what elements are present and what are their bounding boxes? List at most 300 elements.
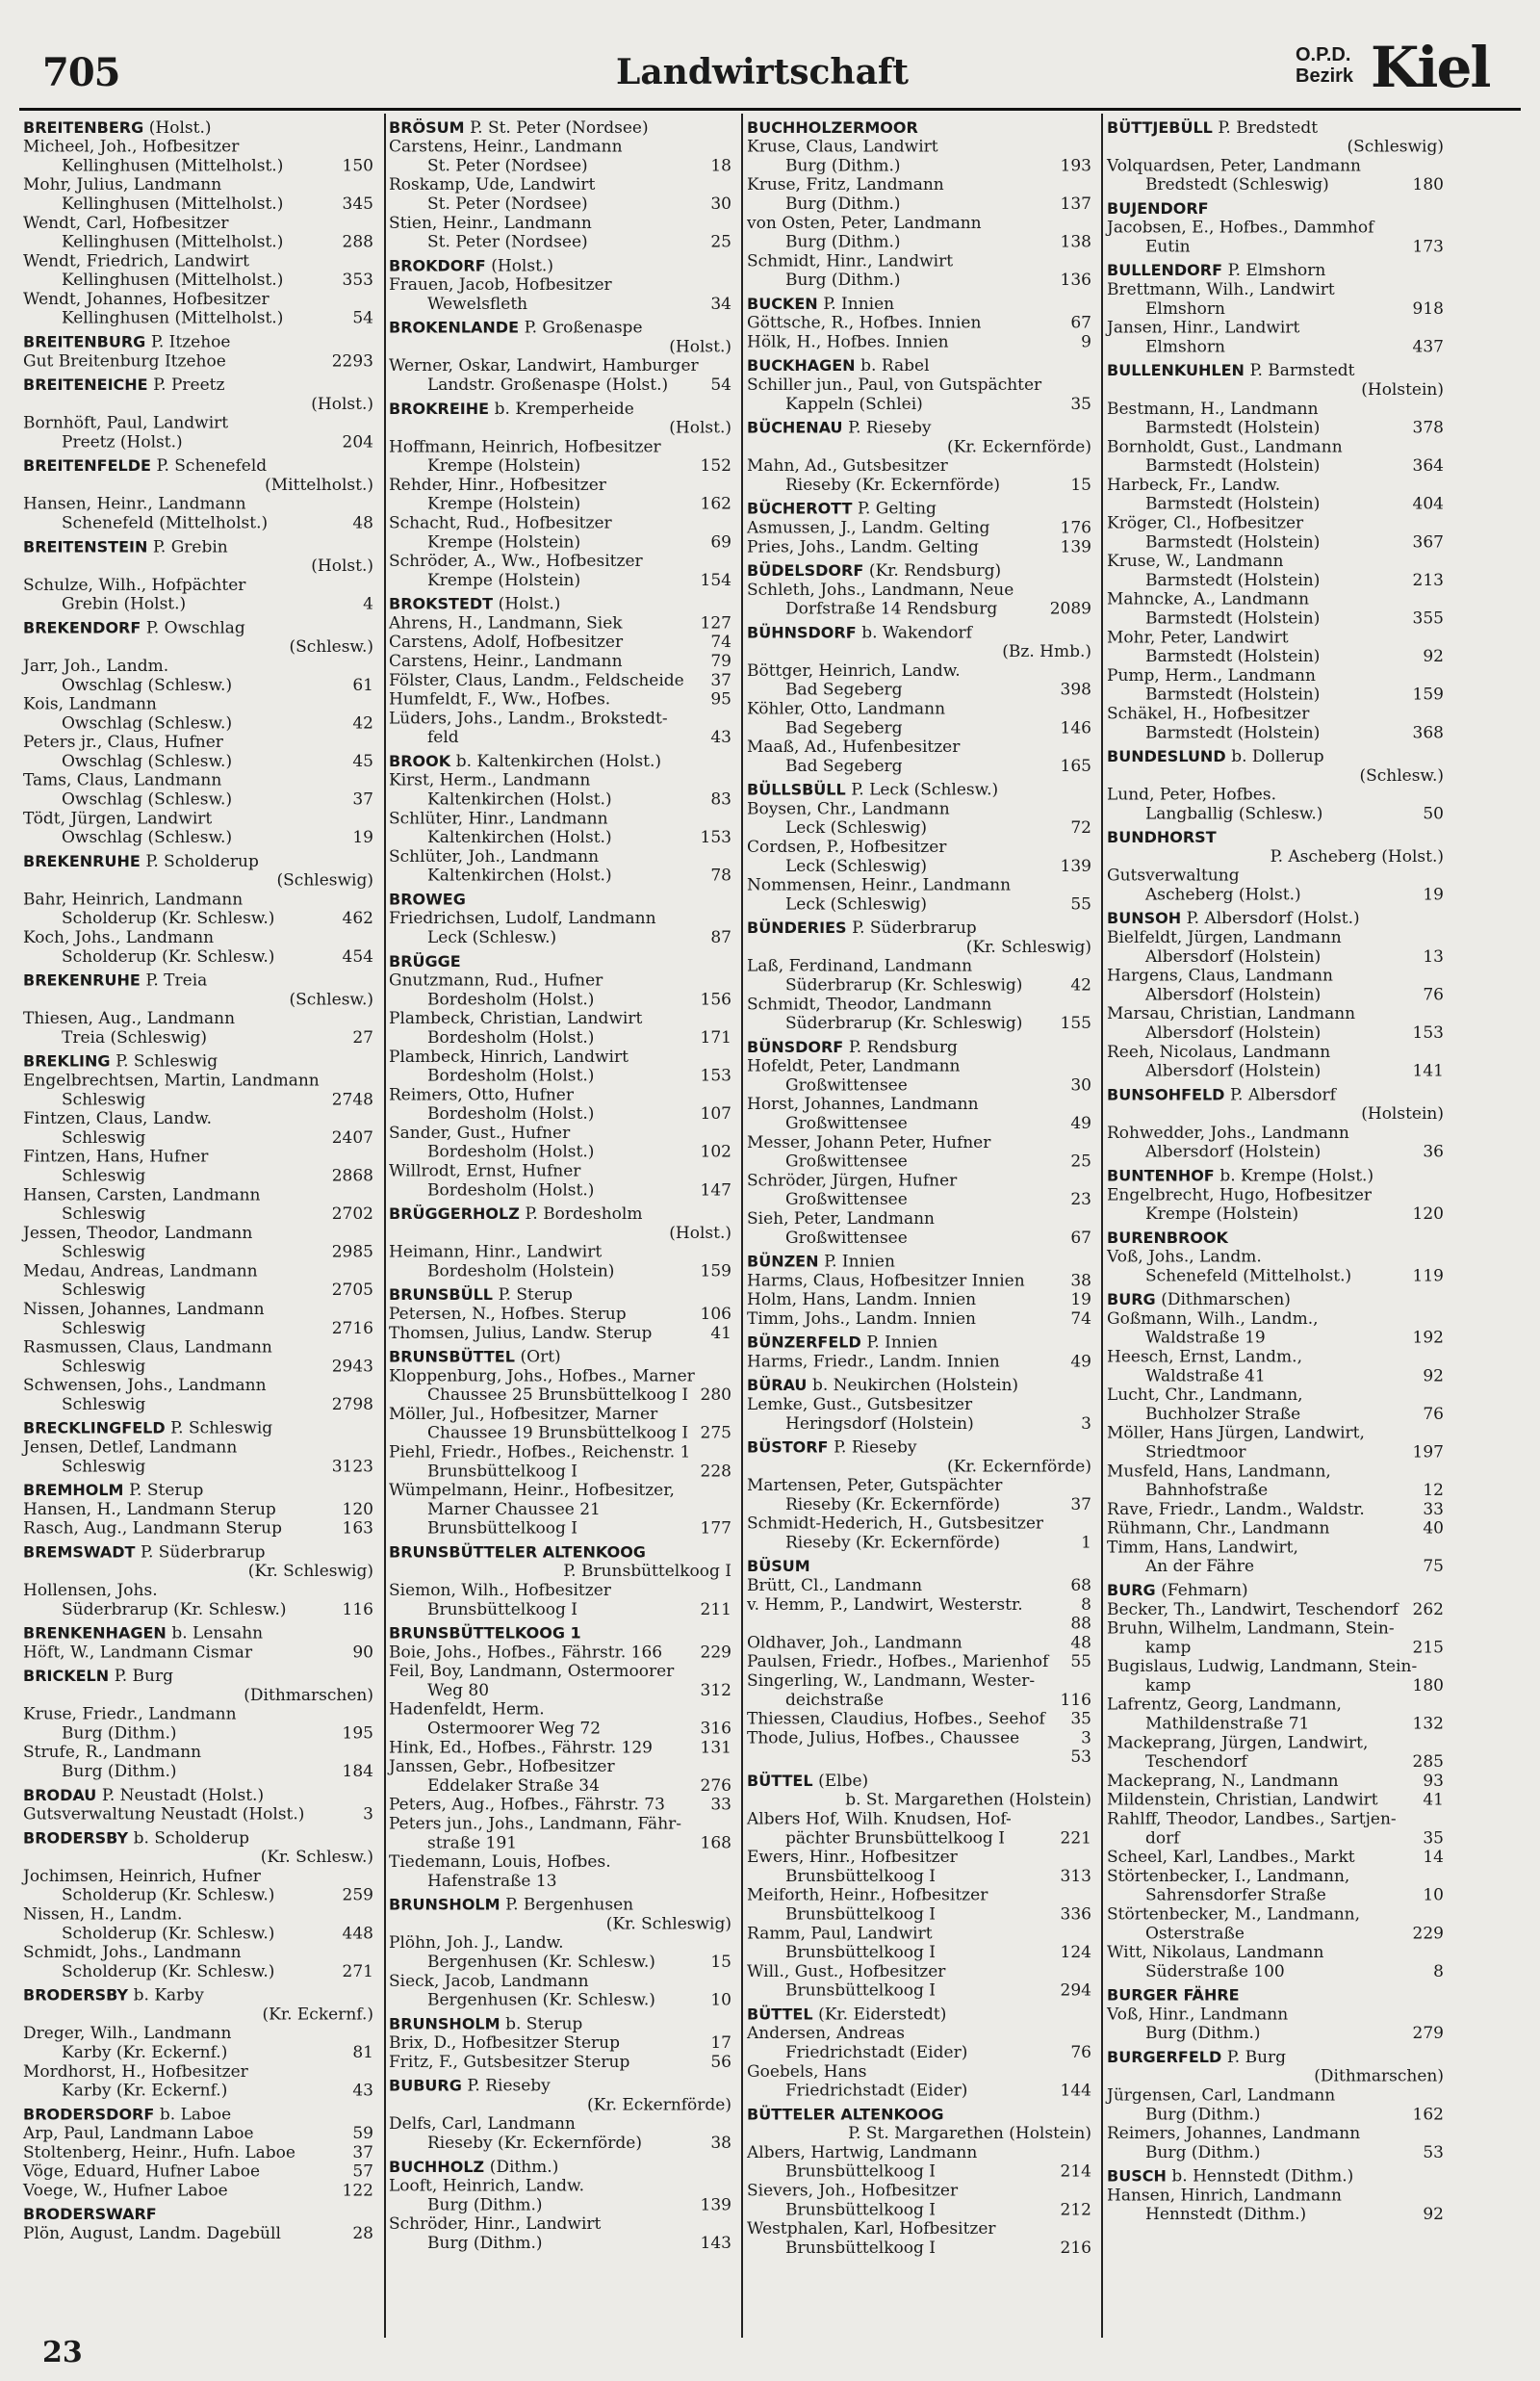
directory-entry xyxy=(23,1581,379,1619)
phone-number: 48 xyxy=(1070,1633,1091,1653)
entry-name: Peters jun., Johs., Landmann, Fähr- xyxy=(389,1814,682,1834)
entry-location: Scholderup (Kr. Schlesw.) xyxy=(62,909,275,929)
entry-name: Andersen, Andreas xyxy=(747,2024,905,2044)
entry-name: Werner, Oskar, Landwirt, Hamburger xyxy=(389,356,699,376)
entry-location: Burg (Dithm.) xyxy=(427,2195,543,2215)
directory-entry xyxy=(389,2214,737,2253)
phone-number: 143 xyxy=(700,2234,732,2253)
phone-number: 37 xyxy=(352,2143,373,2162)
phone-number: 136 xyxy=(1060,271,1091,291)
place-heading xyxy=(389,1203,737,1243)
place-heading xyxy=(1107,1580,1450,1600)
phone-number: 159 xyxy=(700,1261,732,1281)
entry-name: Störtenbecker, I., Landmann, xyxy=(1107,1867,1350,1886)
phone-number: 33 xyxy=(1423,1500,1444,1519)
place-heading xyxy=(389,2013,737,2033)
phone-number: 92 xyxy=(1423,2205,1444,2225)
post-office: (Dithm.) xyxy=(489,2157,559,2177)
entry-location: Dorfstraße 14 Rendsburg xyxy=(785,599,998,619)
post-office: (Fehmarn) xyxy=(1161,1581,1248,1600)
phone-number: 139 xyxy=(1060,537,1091,557)
place-name: BÜNZEN xyxy=(747,1252,819,1271)
place-heading xyxy=(747,294,1097,314)
directory-entry xyxy=(1107,705,1450,743)
phone-number: 192 xyxy=(1412,1328,1444,1348)
place-name: BÜNZERFELD xyxy=(747,1333,861,1352)
directory-entry xyxy=(23,1376,379,1414)
entry-name: Lund, Peter, Hofbes. xyxy=(1107,785,1276,805)
directory-entry xyxy=(389,971,737,1010)
post-office: P. Schenefeld xyxy=(156,456,268,477)
post-office: (Holst.) xyxy=(148,117,212,138)
phone-number: 38 xyxy=(710,2134,732,2153)
page-title: Landwirtschaft xyxy=(616,52,910,92)
phone-number: 75 xyxy=(1423,1557,1444,1577)
post-office-region: (Kr. Schleswig) xyxy=(965,938,1091,957)
entry-name: Messer, Johann Peter, Hufner xyxy=(747,1132,991,1152)
entry-location: Bordesholm (Holst.) xyxy=(427,1180,595,1201)
entry-location: Weg 80 xyxy=(427,1681,490,1700)
directory-entry xyxy=(747,1710,1097,1729)
entry-name: Humfeldt, F., Ww., Hofbes. xyxy=(389,689,611,710)
phone-number: 90 xyxy=(352,1643,373,1663)
entry-name: Kruse, Fritz, Landmann xyxy=(747,175,944,195)
directory-entry xyxy=(747,1652,1097,1671)
phone-number: 2748 xyxy=(331,1090,373,1110)
phone-number: 19 xyxy=(1070,1290,1091,1310)
phone-number: 2705 xyxy=(331,1281,373,1301)
phone-number: 35 xyxy=(1070,1709,1091,1729)
directory-entry xyxy=(747,375,1097,414)
place-name: BRUNSBÜTTEL xyxy=(389,1347,515,1366)
entry-name: Singerling, W., Landmann, Wester- xyxy=(747,1671,1036,1691)
phone-number: 279 xyxy=(1412,2024,1444,2044)
directory-entry xyxy=(389,1933,737,1972)
entry-name: Schacht, Rud., Hofbesitzer xyxy=(389,513,612,533)
directory-entry xyxy=(23,1805,379,1825)
post-office: P. Rieseby xyxy=(848,418,932,438)
phone-number: 177 xyxy=(700,1518,732,1539)
post-office: P. Rieseby xyxy=(467,2076,551,2096)
entry-name: Böttger, Heinrich, Landw. xyxy=(747,661,961,681)
place-heading xyxy=(23,455,379,495)
phone-number: 83 xyxy=(710,789,732,810)
directory-entry xyxy=(23,138,379,176)
place-name: BURENBROOK xyxy=(1107,1228,1228,1247)
place-name: BRUNSBÜTTELER ALTENKOOG xyxy=(389,1542,646,1562)
entry-name: Fintzen, Claus, Landw. xyxy=(23,1109,213,1129)
entry-location: Wewelsfleth xyxy=(427,295,528,314)
entry-location: Owschlag (Schlesw.) xyxy=(62,828,233,848)
place-name: BUJENDORF xyxy=(1107,199,1209,218)
phone-number: 74 xyxy=(710,633,732,653)
directory-entry xyxy=(747,1729,1097,1748)
place-name: BRODERSWARF xyxy=(23,2205,157,2224)
place-name: BÜTTEL xyxy=(747,2005,813,2024)
post-office: P. Innien xyxy=(824,1252,895,1272)
phone-number: 275 xyxy=(700,1423,732,1443)
directory-entry xyxy=(23,576,379,614)
directory-entry xyxy=(23,1338,379,1377)
place-name: BREITENBURG xyxy=(23,332,146,351)
entry-location: Bordesholm (Holst.) xyxy=(427,1028,595,1048)
place-name: BÜHNSDORF xyxy=(747,623,857,642)
phone-number: 367 xyxy=(1412,532,1444,553)
entry-name: Schlüter, Joh., Landmann xyxy=(389,847,600,867)
post-office-region: (Schlesw.) xyxy=(289,990,373,1010)
entry-name: Plöhn, Joh. J., Landw. xyxy=(389,1933,564,1954)
place-name: BRODERSDORF xyxy=(23,2105,155,2124)
entry-name: Hansen, Carsten, Landmann xyxy=(23,1185,261,1205)
phone-number: 285 xyxy=(1412,1752,1444,1773)
place-heading xyxy=(1107,260,1450,280)
phone-number: 37 xyxy=(1070,1495,1091,1514)
entry-location: Barmstedt (Holstein) xyxy=(1145,418,1321,438)
phone-number: 92 xyxy=(1423,1366,1444,1386)
directory-entry xyxy=(747,838,1097,876)
post-office: b. Sterup xyxy=(505,2014,583,2034)
place-heading xyxy=(23,375,379,414)
directory-entry xyxy=(747,1576,1097,1595)
directory-entry xyxy=(1107,1810,1450,1849)
directory-entry xyxy=(1107,1848,1450,1867)
post-office-region: (Schleswig) xyxy=(276,870,373,891)
directory-entry xyxy=(23,2024,379,2062)
directory-entry xyxy=(747,1133,1097,1172)
directory-entry xyxy=(1107,1791,1450,1810)
place-name: BÜTTELER ALTENKOOG xyxy=(747,2105,944,2124)
place-name: BREITENEICHE xyxy=(23,375,148,394)
phone-number: 119 xyxy=(1412,1266,1444,1286)
post-office: P. Rieseby xyxy=(834,1437,917,1458)
entry-location: Scholderup (Kr. Schlesw.) xyxy=(62,1962,275,1981)
post-office: P. Innien xyxy=(823,295,895,314)
entry-name: Peters, Aug., Hofbes., Fährstr. 73 xyxy=(389,1795,665,1815)
entry-name: Vöge, Eduard, Hufner Laboe xyxy=(23,2161,261,2182)
phone-number: 59 xyxy=(352,2124,373,2144)
directory-entry xyxy=(23,771,379,810)
entry-name: Brütt, Cl., Landmann xyxy=(747,1576,923,1595)
entry-location: Schleswig xyxy=(62,1090,146,1110)
post-office-region: (Bz. Hmb.) xyxy=(1002,642,1091,662)
place-name: BUNSOH xyxy=(1107,909,1182,928)
phone-number: 25 xyxy=(1070,1152,1091,1172)
directory-entry xyxy=(1107,1619,1450,1658)
directory-entry xyxy=(747,2143,1097,2182)
place-heading xyxy=(23,971,379,1010)
directory-entry xyxy=(747,1962,1097,2001)
phone-number: 195 xyxy=(342,1723,373,1744)
phone-number: 152 xyxy=(700,456,732,477)
directory-entry xyxy=(747,1057,1097,1096)
entry-location: Barmstedt (Holstein) xyxy=(1145,456,1321,477)
place-name: BRUNSHOLM xyxy=(389,2014,500,2033)
phone-number: 163 xyxy=(342,1518,373,1539)
entry-location: Scholderup (Kr. Schlesw.) xyxy=(62,946,275,967)
entry-location: Süderstraße 100 xyxy=(1145,1962,1285,1981)
phone-number: 2407 xyxy=(331,1128,373,1148)
header-rule xyxy=(19,108,1521,111)
phone-number: 316 xyxy=(700,1719,732,1739)
post-office-region: (Holst.) xyxy=(669,1224,732,1243)
place-heading xyxy=(747,622,1097,661)
place-heading xyxy=(1107,2166,1450,2187)
entry-name: Schleth, Johs., Landmann, Neue xyxy=(747,580,1014,600)
place-name: BRÜGGERHOLZ xyxy=(389,1204,520,1224)
entry-location: Kellinghusen (Mittelholst.) xyxy=(62,232,284,252)
post-office: b. Krempe (Holst.) xyxy=(1219,1166,1374,1186)
entry-location: Schenefeld (Mittelholst.) xyxy=(62,513,269,533)
opd-label: O.P.D. xyxy=(1296,44,1351,65)
directory-entry xyxy=(747,700,1097,738)
entry-name: Micheel, Joh., Hofbesitzer xyxy=(23,137,240,157)
entry-name: Bielfeldt, Jürgen, Landmann xyxy=(1107,928,1342,947)
post-office-region: (Kr. Eckernförde) xyxy=(587,2095,732,2115)
post-office: b. Hennstedt (Dithm.) xyxy=(1171,2166,1354,2187)
phone-number: 216 xyxy=(1060,2239,1091,2258)
entry-location: Krempe (Holstein) xyxy=(427,571,581,590)
entry-name: Möller, Jul., Hofbesitzer, Marner xyxy=(389,1405,658,1424)
post-office-region: (Holstein) xyxy=(1361,380,1444,400)
place-heading xyxy=(23,1051,379,1072)
entry-name: Jochimsen, Heinrich, Hufner xyxy=(23,1867,261,1886)
entry-name: Wendt, Friedrich, Landwirt xyxy=(23,251,249,272)
phone-number: 153 xyxy=(700,828,732,848)
directory-entry xyxy=(389,1852,737,1891)
entry-location: Waldstraße 41 xyxy=(1145,1366,1266,1386)
entry-location: Leck (Schleswig) xyxy=(785,894,928,915)
entry-name: Witt, Nikolaus, Landmann xyxy=(1107,1943,1324,1963)
entry-name: Mohr, Peter, Landwirt xyxy=(1107,628,1289,648)
phone-number: 9 xyxy=(1081,332,1091,352)
entry-location: Brunsbüttelkoog I xyxy=(785,2200,937,2220)
entry-name: Hoffmann, Heinrich, Hofbesitzer xyxy=(389,437,661,457)
entry-location: St. Peter (Nordsee) xyxy=(427,156,588,176)
directory-entry xyxy=(23,695,379,734)
directory-entry xyxy=(1107,1772,1450,1791)
directory-entry xyxy=(747,252,1097,291)
directory-entry xyxy=(1107,967,1450,1005)
entry-location: Striedtmoor xyxy=(1145,1442,1246,1462)
phone-number: 120 xyxy=(1412,1204,1444,1225)
directory-entry xyxy=(389,614,737,634)
entry-location: pächter Brunsbüttelkoog I xyxy=(785,1828,1005,1849)
place-heading xyxy=(389,1542,737,1582)
entry-name: Lüders, Johs., Landm., Brokstedt- xyxy=(389,709,668,729)
entry-name: Rehder, Hinr., Hofbesitzer xyxy=(389,476,606,495)
entry-name: Tiedemann, Louis, Hofbes. xyxy=(389,1852,611,1872)
directory-entry xyxy=(747,800,1097,839)
place-heading xyxy=(23,117,379,138)
post-office: P. Owschlag xyxy=(145,618,245,638)
place-name: BÜCHENAU xyxy=(747,418,843,437)
directory-entry xyxy=(1107,1424,1450,1462)
directory-entry xyxy=(23,1705,379,1744)
bezirk-label: Bezirk xyxy=(1296,65,1354,87)
directory-entry xyxy=(1107,1004,1450,1043)
post-office: P. Preetz xyxy=(153,375,225,395)
entry-name: Schiller jun., Paul, von Gutspächter xyxy=(747,375,1042,395)
entry-name: Laß, Ferdinand, Landmann xyxy=(747,956,973,976)
place-name: BREITENSTEIN xyxy=(23,537,148,556)
entry-location: Heringsdorf (Holstein) xyxy=(785,1413,974,1434)
entry-name: Reimers, Otto, Hufner xyxy=(389,1085,574,1105)
directory-entry xyxy=(389,2033,737,2053)
place-heading xyxy=(23,2104,379,2124)
entry-location: Albersdorf (Holstein) xyxy=(1145,1061,1322,1081)
directory-entry xyxy=(1107,1733,1450,1772)
place-name: BURGERFELD xyxy=(1107,2048,1222,2066)
district-city: Kiel xyxy=(1371,35,1490,100)
phone-number: 68 xyxy=(1070,1576,1091,1595)
phone-number: 454 xyxy=(342,946,373,967)
phone-number: 12 xyxy=(1423,1481,1444,1501)
phone-number: 215 xyxy=(1412,1638,1444,1658)
entry-location: Leck (Schleswig) xyxy=(785,856,928,876)
phone-number: 88 xyxy=(1070,1614,1091,1634)
directory-entry xyxy=(747,1353,1097,1372)
directory-entry xyxy=(389,1662,737,1700)
phone-number: 124 xyxy=(1060,1943,1091,1963)
directory-entry xyxy=(747,1271,1097,1290)
directory-entry xyxy=(747,138,1097,176)
directory-entry xyxy=(23,2124,379,2143)
entry-location: Schleswig xyxy=(62,1128,146,1148)
phone-number: 3 xyxy=(363,1804,373,1825)
entry-name: Albers, Hartwig, Landmann xyxy=(747,2143,978,2162)
place-name: BULLENKUHLEN xyxy=(1107,361,1245,380)
phone-number: 78 xyxy=(710,866,732,886)
phone-number: 211 xyxy=(700,1599,732,1619)
directory-entry xyxy=(389,1243,737,1281)
directory-entry xyxy=(23,1867,379,1905)
entry-name: Bahr, Heinrich, Landmann xyxy=(23,890,244,910)
post-office: P. Süderbrarup xyxy=(140,1542,266,1563)
directory-entry xyxy=(1107,219,1450,257)
entry-name: Hofeldt, Peter, Landmann xyxy=(747,1056,961,1076)
directory-entry xyxy=(23,1519,379,1539)
entry-name: Carstens, Heinr., Landmann xyxy=(389,652,623,671)
place-heading xyxy=(747,117,1097,138)
directory-entry xyxy=(389,671,737,690)
entry-location: Schleswig xyxy=(62,1357,146,1377)
phone-number: 33 xyxy=(710,1795,732,1815)
directory-entry xyxy=(1107,1043,1450,1081)
directory-entry xyxy=(1107,867,1450,905)
post-office-region: (Dithmarschen) xyxy=(1314,2066,1444,2086)
directory-entry xyxy=(747,1848,1097,1886)
entry-location: Barmstedt (Holstein) xyxy=(1145,723,1321,743)
directory-entry xyxy=(389,1124,737,1162)
phone-number: 122 xyxy=(342,2181,373,2201)
entry-name: Oldhaver, Joh., Landmann xyxy=(747,1633,962,1653)
directory-entry xyxy=(747,1595,1097,1615)
phone-number: 137 xyxy=(1060,194,1091,214)
entry-location: Brunsbüttelkoog I xyxy=(785,2161,937,2182)
phone-number: 34 xyxy=(710,295,732,314)
entry-name: Strufe, R., Landmann xyxy=(23,1743,202,1763)
phone-number: 2985 xyxy=(331,1242,373,1262)
place-heading xyxy=(389,1347,737,1367)
entry-location: Krempe (Holstein) xyxy=(427,494,581,514)
directory-entry xyxy=(389,1009,737,1048)
phone-number: 3 xyxy=(1081,1728,1091,1748)
post-office: b. Scholderup xyxy=(133,1828,250,1849)
entry-name: Brettmann, Wilh., Landwirt xyxy=(1107,280,1335,299)
phone-number: 53 xyxy=(1423,2143,1444,2162)
entry-location: Leck (Schlesw.) xyxy=(427,928,557,947)
phone-number: 120 xyxy=(342,1500,373,1519)
post-office-region: P. Brunsbüttelkoog I xyxy=(563,1562,732,1582)
place-name: BURGER FÄHRE xyxy=(1107,1985,1240,2005)
entry-location: Barmstedt (Holstein) xyxy=(1145,532,1321,553)
phone-number: 437 xyxy=(1412,337,1444,357)
phone-number: 55 xyxy=(1070,894,1091,915)
place-heading xyxy=(747,1771,1097,1810)
entry-name: Plön, August, Landm. Dagebüll xyxy=(23,2224,281,2243)
directory-entry xyxy=(23,1905,379,1944)
post-office: P. Großenaspe xyxy=(524,318,643,338)
phone-number: 28 xyxy=(352,2224,373,2243)
entry-location: deichstraße xyxy=(785,1690,885,1710)
entry-name: Friedrichsen, Ludolf, Landmann xyxy=(389,909,656,929)
directory-entry xyxy=(747,957,1097,996)
entry-name: Thiesen, Aug., Landmann xyxy=(23,1009,236,1029)
directory-entry xyxy=(747,1309,1097,1329)
post-office: P. Bergenhusen xyxy=(505,1895,634,1915)
post-office: b. Kremperheide xyxy=(494,399,634,419)
place-heading xyxy=(747,1037,1097,1057)
entry-location: Bad Segeberg xyxy=(785,718,903,738)
entry-name: Schäkel, H., Hofbesitzer xyxy=(1107,704,1310,724)
entry-location: Burg (Dithm.) xyxy=(1145,2143,1261,2162)
place-heading xyxy=(23,1666,379,1705)
entry-name: Mahn, Ad., Gutsbesitzer xyxy=(747,456,948,477)
entry-name: Kruse, W., Landmann xyxy=(1107,552,1284,572)
place-name: BREKENRUHE xyxy=(23,852,141,870)
directory-entry xyxy=(1107,2187,1450,2225)
entry-location: Bad Segeberg xyxy=(785,680,903,700)
directory-entry xyxy=(23,657,379,695)
entry-location: Süderbrarup (Kr. Schlesw.) xyxy=(62,1599,287,1619)
entry-name: Medau, Andreas, Landmann xyxy=(23,1261,258,1281)
phone-number: 312 xyxy=(700,1681,732,1700)
place-name: BÜSTORF xyxy=(747,1437,829,1457)
entry-name: Plambeck, Hinrich, Landwirt xyxy=(389,1047,629,1067)
entry-name: Marsau, Christian, Landmann xyxy=(1107,1004,1356,1024)
entry-name: Wümpelmann, Heinr., Hofbesitzer, xyxy=(389,1481,675,1501)
place-name: BUNTENHOF xyxy=(1107,1166,1215,1185)
post-office: (Elbe) xyxy=(818,1772,869,1791)
entry-location: Burg (Dithm.) xyxy=(427,2234,543,2253)
phone-number: 139 xyxy=(700,2195,732,2215)
column-divider xyxy=(1101,114,1103,2338)
place-heading xyxy=(1107,2047,1450,2086)
phone-number: 147 xyxy=(700,1180,732,1201)
phone-number: 54 xyxy=(352,308,373,328)
post-office: P. Elmshorn xyxy=(1227,261,1326,281)
directory-entry xyxy=(23,495,379,533)
entry-location: Burg (Dithm.) xyxy=(1145,2105,1261,2125)
entry-name: Bestmann, H., Landmann xyxy=(1107,399,1319,419)
entry-name: v. Hemm, P., Landwirt, Westerstr. xyxy=(747,1594,1023,1615)
directory-entry xyxy=(1107,1462,1450,1500)
entry-name: Kruse, Friedr., Landmann xyxy=(23,1704,237,1724)
place-heading xyxy=(23,332,379,352)
entry-name: Musfeld, Hans, Landmann, xyxy=(1107,1462,1331,1482)
phone-number: 2293 xyxy=(331,351,373,372)
directory-entry xyxy=(747,2062,1097,2101)
